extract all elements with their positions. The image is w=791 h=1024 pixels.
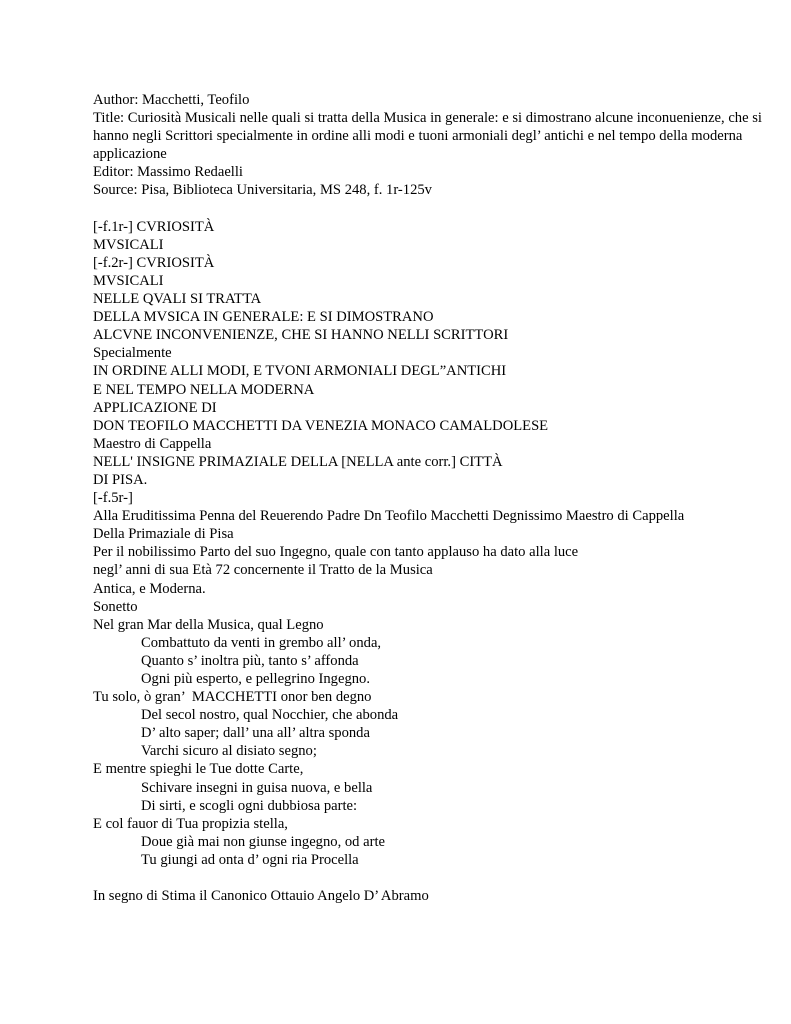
frontispiece-line: Maestro di Cappella (93, 435, 212, 452)
sonnet-line: E col fauor di Tua propizia stella, (93, 815, 288, 832)
frontispiece-block (93, 218, 773, 489)
frontispiece-line: IN ORDINE ALLI MODI, E TVONI ARMONIALI DEGL”ANTICHI (93, 363, 507, 380)
frontispiece-line: ALCVNE INCONVENIENZE, CHE SI HANNO NELLI SCRITTORI (93, 327, 509, 344)
title-line: Title: Curiosità Musicali nelle quali si tratta della Musica in generale: e si dimostrano alcune inconuenienze, che si hanno negli Scrittori specialmente in ordine alli modi e tuoni armoniali degl’ antichi e nel tempo della moderna applicazione (93, 110, 762, 163)
frontispiece-line: [-f.1r-] CVRIOSITÀ (93, 218, 215, 235)
sonnet-line-indented: Tu giungi ad onta d’ ogni ria Procella (141, 851, 359, 868)
sonnet-line-indented: Doue già mai non giunse ingegno, od arte (141, 833, 385, 850)
dedication-line: Per il nobilissimo Parto del suo Ingegno, quale con tanto applauso ha dato alla luce (93, 544, 579, 561)
frontispiece-line: MVSICALI (93, 272, 164, 289)
frontispiece-line: APPLICAZIONE DI (93, 399, 217, 416)
frontispiece-line: [-f.2r-] CVRIOSITÀ (93, 254, 215, 271)
dedication-line: Antica, e Moderna. (93, 580, 206, 597)
sonnet-line-indented: Del secol nostro, qual Nocchier, che abonda (141, 707, 399, 724)
frontispiece-line: DON TEOFILO MACCHETTI DA VENEZIA MONACO CAMALDOLESE (93, 417, 549, 434)
author-line: Author: Macchetti, Teofilo (93, 92, 250, 108)
sonnet-line-indented: D’ alto saper; dall’ una all’ altra sponda (141, 725, 370, 742)
blank-line (93, 200, 773, 218)
signature-line: In segno di Stima il Canonico Ottauio Angelo D’ Abramo (93, 888, 429, 905)
frontispiece-line: NELLE QVALI SI TRATTA (93, 291, 262, 308)
metadata-block (93, 91, 773, 200)
sonnet-block (93, 616, 773, 869)
editor-line: Editor: Massimo Redaelli (93, 164, 243, 181)
sonnet-line: E mentre spieghi le Tue dotte Carte, (93, 761, 304, 778)
document-page (93, 91, 773, 905)
source-line: Source: Pisa, Biblioteca Universitaria, MS 248, f. 1r-125v (93, 182, 432, 199)
dedication-block (93, 489, 773, 616)
folio-marker: [-f.5r-] (93, 490, 133, 507)
sonnet-line-indented: Combattuto da venti in grembo all’ onda, (141, 634, 382, 651)
frontispiece-line: DELLA MVSICA IN GENERALE: E SI DIMOSTRANO (93, 309, 434, 326)
sonnet-line-indented: Ogni più esperto, e pellegrino Ingegno. (141, 671, 370, 687)
frontispiece-line: E NEL TEMPO NELLA MODERNA (93, 381, 315, 398)
sonnet-line-indented: Di sirti, e scogli ogni dubbiosa parte: (141, 797, 358, 814)
dedication-line: negl’ anni di sua Età 72 concernente il Tratto de la Musica (93, 562, 433, 579)
frontispiece-line: NELL' INSIGNE PRIMAZIALE DELLA [NELLA ante corr.] CITTÀ (93, 453, 503, 470)
frontispiece-line: MVSICALI (93, 236, 164, 253)
frontispiece-line: Specialmente (93, 345, 172, 362)
blank-line (93, 869, 773, 887)
sonnet-line: Tu solo, ò gran’ MACCHETTI onor ben degno (93, 689, 372, 706)
dedication-line: Alla Eruditissima Penna del Reuerendo Padre Dn Teofilo Macchetti Degnissimo Maestro di Cappella (93, 508, 685, 525)
sonnet-heading: Sonetto (93, 598, 138, 615)
sonnet-line-indented: Varchi sicuro al disiato segno; (141, 743, 317, 760)
dedication-line: Della Primaziale di Pisa (93, 526, 234, 543)
sonnet-line-indented: Schivare insegni in guisa nuova, e bella (141, 779, 373, 796)
sonnet-line-indented: Quanto s’ inoltra più, tanto s’ affonda (141, 652, 359, 669)
sonnet-line: Nel gran Mar della Musica, qual Legno (93, 616, 324, 633)
frontispiece-line: DI PISA. (93, 471, 148, 488)
